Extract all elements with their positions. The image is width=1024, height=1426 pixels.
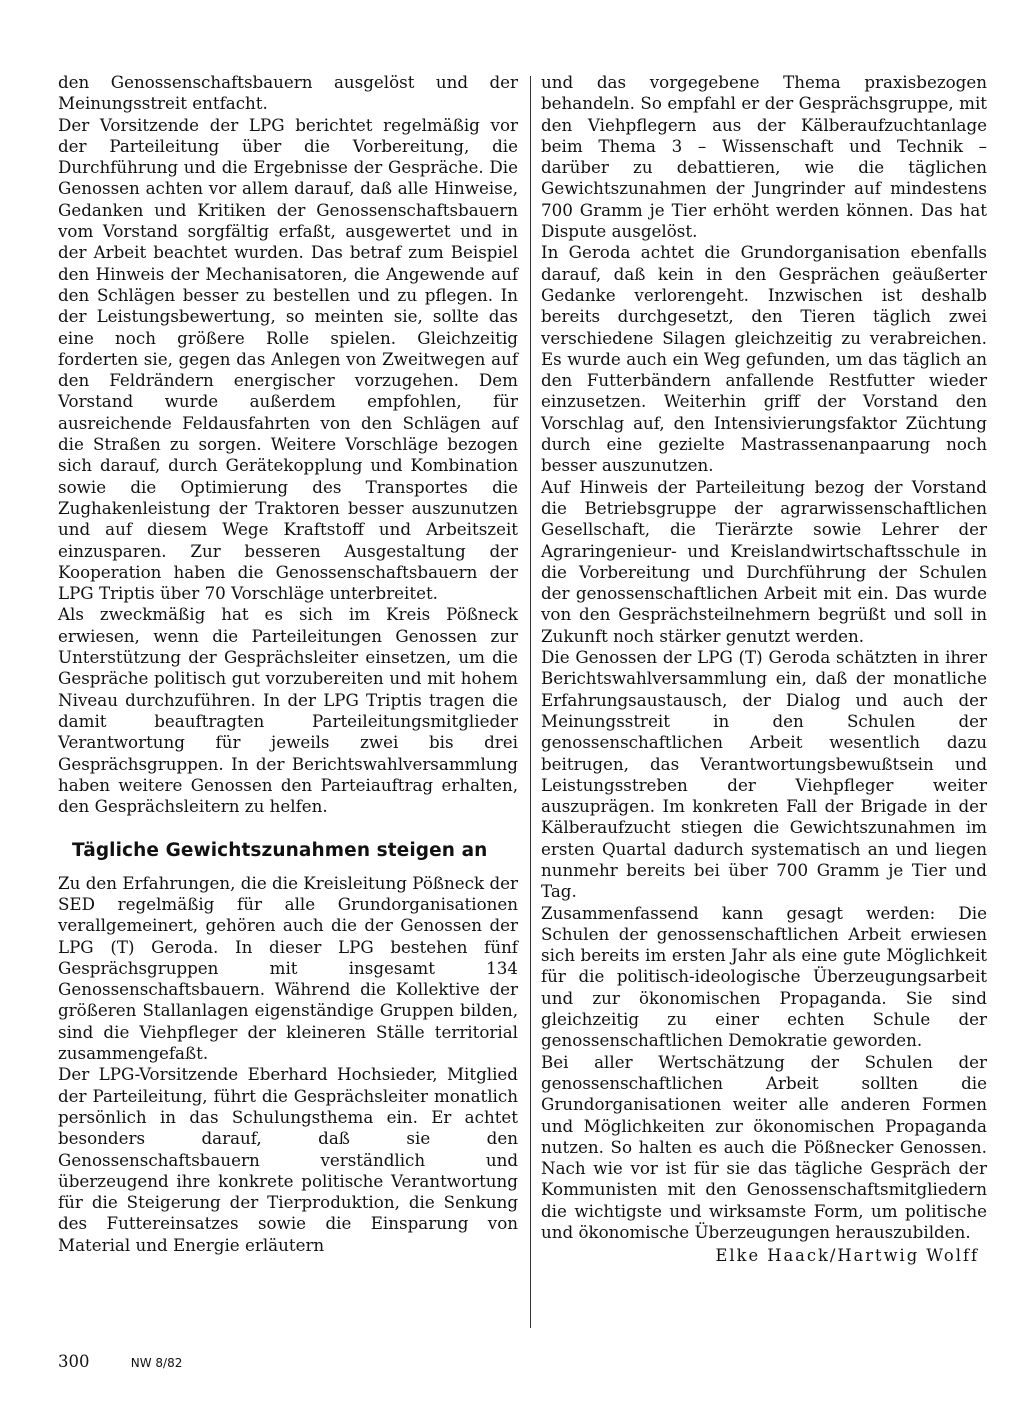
paragraph: Bei aller Wertschätzung der Schulen der genossenschaftlichen Arbeit sollten die Grundorganisationen weiter alle anderen Formen und Möglichkeiten zur ökonomischen Propaganda nutzen. So halten es auch die Pößnecker Genossen. Nach wie vor ist für sie das tägliche Gespräch der Kommunisten mit den Genossenschaftsmitgliedern die wichtigste und wirksamste Form, um politische und ökonomische Überzeugungen herauszubilden. — [541, 1051, 987, 1243]
author-signature: Elke Haack/Hartwig Wolff — [715, 1246, 979, 1266]
section-heading: Tägliche Gewichtszunahmen steigen an — [72, 840, 488, 862]
paragraph: Als zweckmäßig hat es sich im Kreis Pößneck erwiesen, wenn die Parteileitungen Genossen zur Unterstützung der Gesprächsleiter einsetzen, um die Gespräche politisch gut vorzubereiten und mit hohem Niveau durchzuführen. In der LPG Triptis tragen die damit beauftragten Parteileitungsmitglieder Verantwortung für jeweils zwei bis drei Gesprächsgruppen. In der Berichtswahlversammlung haben weitere Genossen den Parteiauftrag erhalten, den Gesprächsleitern zu helfen. — [58, 604, 518, 817]
paragraph: Die Genossen der LPG (T) Geroda schätzten in ihrer Berichtswahlversammlung ein, daß der monatliche Erfahrungsaustausch, der Dialog und auch der Meinungsstreit in den Schulen der genossenschaftlichen Arbeit wesentlich dazu beitrugen, das Verantwortungsbewußtsein und Leistungsstreben der Viehpfleger weiter auszuprägen. Im konkreten Fall der Brigade in der Kälberaufzucht stiegen die Gewichtszunahmen im ersten Quartal dadurch systematisch an und liegen nunmehr bereits bei über 700 Gramm je Tier und Tag. — [541, 647, 987, 902]
paragraph: In Geroda achtet die Grundorganisation ebenfalls darauf, daß kein in den Gesprächen geäußerter Gedanke verlorengeht. Inzwischen ist deshalb bereits durchgesetzt, den Tieren täglich zwei verschiedene Silagen gleichzeitig zu verabreichen. Es wurde auch ein Weg gefunden, um das täglich an den Futterbändern anfallende Restfutter wieder einzusetzen. Weiterhin griff der Vorstand den Vorschlag auf, den Intensivierungsfaktor Züchtung durch eine gezielte Mastrassenanpaarung noch besser auszunutzen. — [541, 242, 987, 476]
paragraph: Zusammenfassend kann gesagt werden: Die Schulen der genossenschaftlichen Arbeit erwiesen sich bereits im ersten Jahr als eine gute Möglichkeit für die politisch-ideologische Überzeugungsarbeit und zur ökonomischen Propaganda. Sie sind gleichzeitig zu einer echten Schule der genossenschaftlichen Demokratie geworden. — [541, 902, 987, 1051]
paragraph: und das vorgegebene Thema praxisbezogen behandeln. So empfahl er der Gesprächsgruppe, mit den Viehpflegern aus der Kälberaufzuchtanlage beim Thema 3 – Wissenschaft und Technik – darüber zu debattieren, wie die täglichen Gewichtszunahmen der Jungrinder auf mindestens 700 Gramm je Tier erhöht werden können. Das hat Dispute ausgelöst. — [541, 72, 987, 242]
issue-label: NW 8/82 — [130, 1356, 183, 1370]
page-footer — [58, 1352, 182, 1371]
paragraph: Auf Hinweis der Parteileitung bezog der Vorstand die Betriebsgruppe der agrarwissenschaftlichen Gesellschaft, die Tierärzte sowie Lehrer der Agraringenieur- und Kreislandwirtschaftsschule in die Vorbereitung und Durchführung der Schulen der genossenschaftlichen Arbeit mit ein. Das wurde von den Gesprächsteilnehmern begrüßt und soll in Zukunft noch stärker genutzt werden. — [541, 476, 987, 646]
page-number: 300 — [58, 1352, 90, 1371]
paragraph: den Genossenschaftsbauern ausgelöst und der Meinungsstreit entfacht. — [58, 72, 518, 114]
column-divider — [530, 76, 531, 1328]
paragraph: Der Vorsitzende der LPG berichtet regelmäßig vor der Parteileitung über die Vorbereitung, die Durchführung und die Ergebnisse der Gespräche. Die Genossen achten vor allem darauf, daß alle Hinweise, Gedanken und Kritiken der Genossenschaftsbauern vom Vorstand sorgfältig erfaßt, ausgewertet und in der Arbeit beachtet wurden. Das betraf zum Beispiel den Hinweis der Mechanisatoren, die Angewende auf den Schlägen besser zu bestellen und zu pflegen. In der Leistungsbewertung, so meinten sie, sollte das eine noch größere Rolle spielen. Gleichzeitig forderten sie, gegen das Anlegen von Zweitwegen auf den Feldrändern energischer vorzugehen. Dem Vorstand wurde außerdem empfohlen, für ausreichende Feldausfahrten von den Schlägen auf die Straßen zu sorgen. Weitere Vorschläge bezogen sich darauf, durch Gerätekopplung und Kombination sowie die Optimierung des Transportes die Zughakenleistung der Traktoren besser auszunutzen und auf diesem Wege Kraftstoff und Arbeitszeit einzusparen. Zur besseren Ausgestaltung der Kooperation haben die Genossenschaftsbauern der LPG Triptis über 70 Vorschläge unterbreitet. — [58, 114, 518, 604]
left-column — [58, 72, 518, 1256]
right-column — [541, 72, 987, 1267]
paragraph: Der LPG-Vorsitzende Eberhard Hochsieder, Mitglied der Parteileitung, führt die Gesprächsleiter monatlich persönlich in das Schulungsthema ein. Er achtet besonders darauf, daß sie den Genossenschaftsbauern verständlich und überzeugend ihre konkrete politische Verantwortung für die Steigerung der Tierproduktion, die Senkung des Futtereinsatzes sowie die Einsparung von Material und Energie erläutern — [58, 1064, 518, 1255]
paragraph: Zu den Erfahrungen, die die Kreisleitung Pößneck der SED regelmäßig für alle Grundorganisationen verallgemeinert, gehören auch die der Genossen der LPG (T) Geroda. In dieser LPG bestehen fünf Gesprächsgruppen mit insgesamt 134 Genossenschaftsbauern. Während die Kollektive der größeren Stallanlagen eigenständige Gruppen bilden, sind die Viehpfleger der kleineren Ställe territorial zusammengefaßt. — [58, 872, 518, 1064]
